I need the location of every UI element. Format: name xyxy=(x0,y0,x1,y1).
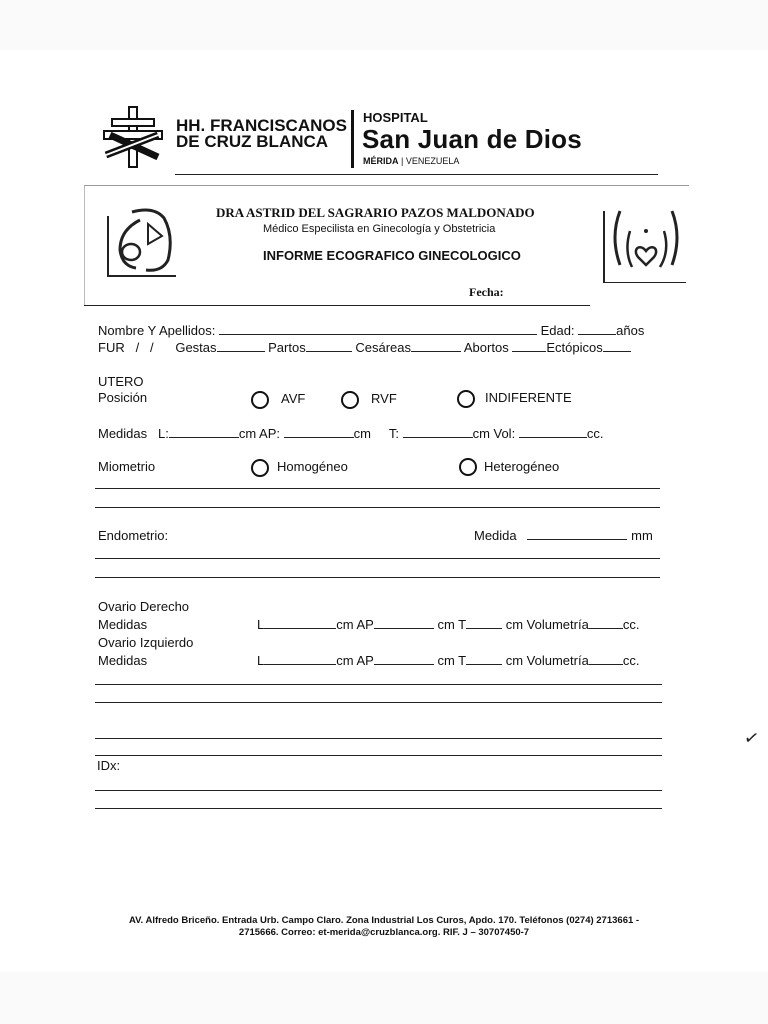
hospital-location xyxy=(363,156,459,166)
age-label: Edad: xyxy=(540,323,575,338)
miometrio-label: Miometrio xyxy=(98,459,156,474)
abortos-label: Abortos xyxy=(463,340,509,355)
fur-separator-1: / xyxy=(135,340,140,355)
report-title: INFORME ECOGRAFICO GINECOLOGICO xyxy=(263,248,521,263)
utero-measures-row xyxy=(98,426,603,441)
right-ovary-vol-field[interactable] xyxy=(589,617,623,629)
homogeneo-radio[interactable] xyxy=(251,459,269,477)
hospital-label: HOSPITAL xyxy=(363,110,428,125)
miometrio-line-2[interactable] xyxy=(95,507,660,508)
utero-l-field[interactable] xyxy=(169,426,239,438)
heterogeneo-label: Heterogéneo xyxy=(484,459,560,474)
utero-vol-field[interactable] xyxy=(519,426,587,438)
date-label: Fecha: xyxy=(469,285,504,299)
age-unit: años xyxy=(616,323,645,338)
ovary-notes-line-4[interactable] xyxy=(95,755,662,756)
right-ovary-measures-row xyxy=(257,617,639,632)
handwritten-check-mark: ✓ xyxy=(742,726,761,750)
right-ovary-measures-label: Medidas xyxy=(98,617,148,632)
cesareas-label: Cesáreas xyxy=(355,340,411,355)
cesareas-field[interactable] xyxy=(411,340,461,352)
idx-line-1[interactable] xyxy=(95,790,662,791)
fur-label: FUR xyxy=(98,340,125,355)
gestas-field[interactable] xyxy=(217,340,265,352)
endometrio-unit: mm xyxy=(631,528,653,543)
org-name-line2: DE CRUZ BLANCA xyxy=(176,132,329,151)
left-ovary-t-field[interactable] xyxy=(466,653,502,665)
ovary-notes-line-2[interactable] xyxy=(95,702,662,703)
footer-address-line2: 2715666. Correo: et-merida@cruzblanca.org. RIF. J – 30707450-7 xyxy=(238,927,530,938)
utero-cm-label: cm xyxy=(353,426,371,441)
utero-t-label: T: xyxy=(388,426,399,441)
patient-name-label: Nombre Y Apellidos: xyxy=(98,323,216,338)
header-underline xyxy=(175,174,658,175)
obstetric-history-row xyxy=(98,340,631,355)
idx-label: IDx: xyxy=(97,758,121,773)
doctor-specialty: Médico Especilista en Ginecología y Obstetricia xyxy=(263,223,496,235)
hospital-name: San Juan de Dios xyxy=(362,124,582,154)
right-ovary-cm-vol-label: cm Volumetría xyxy=(505,617,589,632)
homogeneo-label: Homogéneo xyxy=(277,459,348,474)
utero-t-field[interactable] xyxy=(403,426,473,438)
country-label: VENEZUELA xyxy=(405,156,460,166)
right-ovary-label: Ovario Derecho xyxy=(98,599,190,614)
left-ovary-l-field[interactable] xyxy=(264,653,336,665)
position-label: Posición xyxy=(98,390,148,405)
endometrio-measure-label: Medida xyxy=(474,528,517,543)
indiferente-label: INDIFERENTE xyxy=(485,390,572,405)
right-ovary-l-label: L xyxy=(257,617,265,632)
right-ovary-cm-ap-label: cm AP xyxy=(336,617,374,632)
heterogeneo-radio[interactable] xyxy=(459,458,477,476)
utero-cm-ap-label: cm AP: xyxy=(238,426,281,441)
ectopicos-label: Ectópicos xyxy=(546,340,603,355)
left-ovary-measures-row xyxy=(257,653,639,668)
org-name-line1: HH. FRANCISCANOS xyxy=(176,116,347,135)
ovary-notes-line-3[interactable] xyxy=(95,738,662,739)
age-field[interactable] xyxy=(578,323,616,335)
rvf-radio[interactable] xyxy=(341,391,359,409)
utero-cm-vol-label: cm Vol: xyxy=(472,426,516,441)
ectopicos-field[interactable] xyxy=(603,340,631,352)
endometrio-label: Endometrio: xyxy=(98,528,169,543)
left-ovary-ap-field[interactable] xyxy=(374,653,434,665)
abortos-field[interactable] xyxy=(512,340,546,352)
gestas-label: Gestas xyxy=(175,340,217,355)
endometrio-line-2[interactable] xyxy=(95,577,660,578)
indiferente-radio[interactable] xyxy=(457,390,475,408)
right-ovary-cc-label: cc. xyxy=(622,617,640,632)
right-ovary-cm-t-label: cm T xyxy=(437,617,467,632)
endometrio-measure-field[interactable] xyxy=(527,528,627,540)
fur-separator-2: / xyxy=(150,340,154,355)
utero-title: UTERO xyxy=(98,374,144,389)
left-ovary-measures-label: Medidas xyxy=(98,653,148,668)
left-ovary-cm-ap-label: cm AP xyxy=(336,653,374,668)
right-ovary-l-field[interactable] xyxy=(264,617,336,629)
utero-measures-label: Medidas xyxy=(98,426,148,441)
partos-field[interactable] xyxy=(306,340,352,352)
banner-bottom-rule xyxy=(84,305,590,306)
pregnancy-ultrasound-icon xyxy=(106,206,178,278)
left-ovary-cm-t-label: cm T xyxy=(437,653,467,668)
left-ovary-l-label: L xyxy=(257,653,265,668)
patient-name-field[interactable] xyxy=(219,323,537,335)
left-ovary-label: Ovario Izquierdo xyxy=(98,635,194,650)
female-torso-heart-icon xyxy=(602,207,688,283)
patient-name-row xyxy=(98,323,644,338)
partos-label: Partos xyxy=(268,340,306,355)
right-ovary-t-field[interactable] xyxy=(466,617,502,629)
endometrio-measure-row xyxy=(474,528,653,543)
utero-l-label: L: xyxy=(157,426,169,441)
franciscan-cross-logo-icon xyxy=(100,105,166,169)
endometrio-line-1[interactable] xyxy=(95,558,660,559)
rvf-label: RVF xyxy=(371,391,397,406)
utero-ap-field[interactable] xyxy=(284,426,354,438)
ovary-notes-line-1[interactable] xyxy=(95,684,662,685)
city-label: MÉRIDA xyxy=(363,156,399,166)
header-divider xyxy=(351,110,354,168)
left-ovary-cc-label: cc. xyxy=(622,653,640,668)
avf-radio[interactable] xyxy=(251,391,269,409)
location-separator: | xyxy=(398,156,406,166)
utero-cc-label: cc. xyxy=(586,426,604,441)
right-ovary-ap-field[interactable] xyxy=(374,617,434,629)
doctor-name: DRA ASTRID DEL SAGRARIO PAZOS MALDONADO xyxy=(216,205,535,220)
avf-label: AVF xyxy=(281,391,306,406)
document-page xyxy=(0,50,768,972)
left-ovary-vol-field[interactable] xyxy=(589,653,623,665)
left-ovary-cm-vol-label: cm Volumetría xyxy=(505,653,589,668)
miometrio-line-1[interactable] xyxy=(95,488,660,489)
idx-line-2[interactable] xyxy=(95,808,662,809)
footer-address-line1: AV. Alfredo Briceño. Entrada Urb. Campo Claro. Zona Industrial Los Curos, Apdo. 170. Teléfonos (0274) 2713661 - xyxy=(128,915,640,926)
